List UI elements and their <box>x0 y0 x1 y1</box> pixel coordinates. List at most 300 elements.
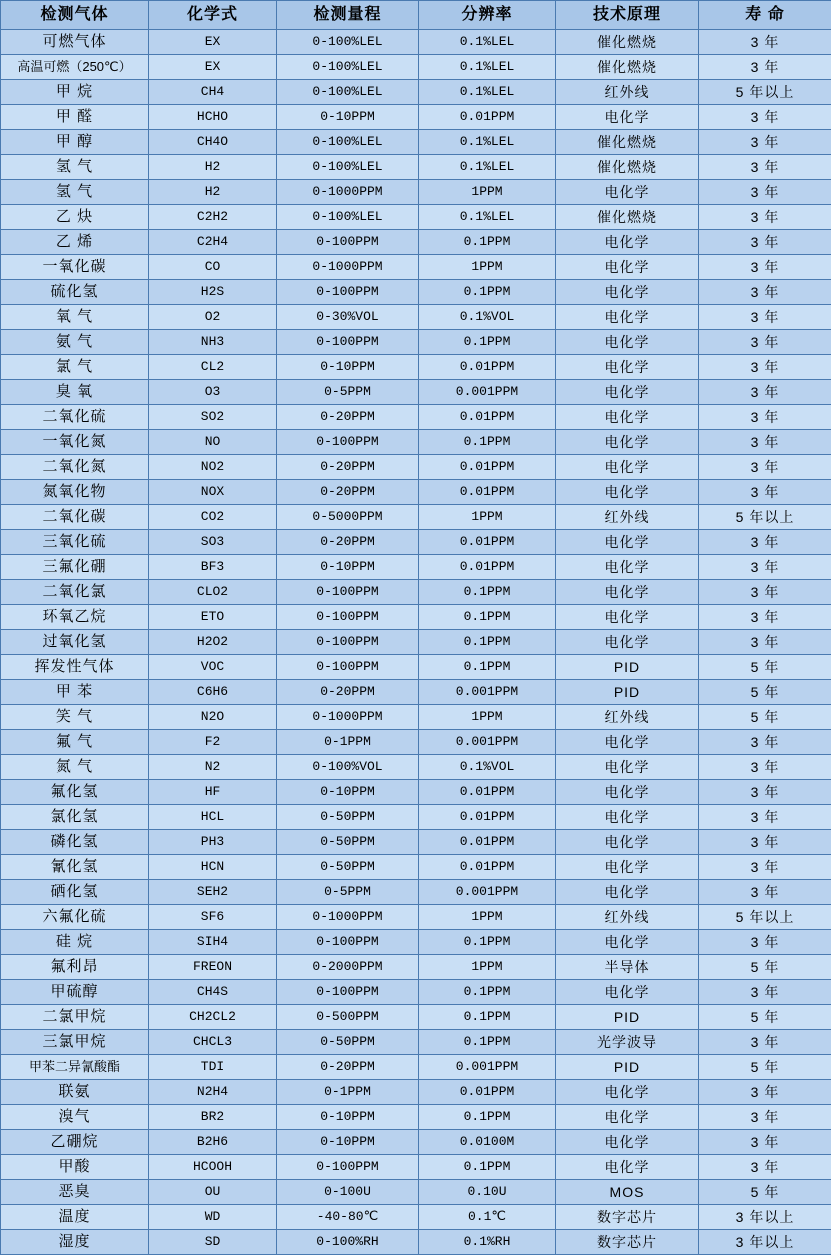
cell-range: 0-20PPM <box>277 530 419 555</box>
cell-technology: MOS <box>556 1180 699 1205</box>
cell-range: 0-10PPM <box>277 780 419 805</box>
cell-lifetime: 3 年 <box>699 180 831 205</box>
cell-range: 0-100%LEL <box>277 55 419 80</box>
cell-formula: OU <box>149 1180 277 1205</box>
cell-lifetime: 3 年 <box>699 930 831 955</box>
table-row <box>1 1055 831 1080</box>
cell-range: 0-100%LEL <box>277 205 419 230</box>
cell-gas-name: 氨 气 <box>1 330 149 355</box>
cell-gas-name: 一氧化碳 <box>1 255 149 280</box>
cell-lifetime: 3 年 <box>699 1030 831 1055</box>
cell-resolution: 0.1%LEL <box>419 130 556 155</box>
cell-formula: WD <box>149 1205 277 1230</box>
cell-formula: C2H4 <box>149 230 277 255</box>
cell-gas-name: 氢 气 <box>1 180 149 205</box>
cell-technology: 电化学 <box>556 255 699 280</box>
cell-resolution: 0.1%LEL <box>419 55 556 80</box>
cell-range: 0-100%LEL <box>277 130 419 155</box>
cell-range: 0-50PPM <box>277 855 419 880</box>
cell-gas-name: 温度 <box>1 1205 149 1230</box>
table-row <box>1 155 831 180</box>
cell-formula: CL2 <box>149 355 277 380</box>
cell-range: 0-5000PPM <box>277 505 419 530</box>
cell-formula: CH2CL2 <box>149 1005 277 1030</box>
cell-gas-name: 溴气 <box>1 1105 149 1130</box>
cell-lifetime: 3 年 <box>699 555 831 580</box>
cell-range: 0-100PPM <box>277 430 419 455</box>
cell-formula: SO3 <box>149 530 277 555</box>
cell-lifetime: 5 年 <box>699 1055 831 1080</box>
cell-formula: N2O <box>149 705 277 730</box>
cell-formula: N2H4 <box>149 1080 277 1105</box>
table-row <box>1 305 831 330</box>
cell-lifetime: 3 年 <box>699 830 831 855</box>
table-row <box>1 1005 831 1030</box>
cell-range: 0-10PPM <box>277 1105 419 1130</box>
cell-formula: CO2 <box>149 505 277 530</box>
table-row <box>1 655 831 680</box>
cell-technology: 光学波导 <box>556 1030 699 1055</box>
cell-resolution: 0.01PPM <box>419 105 556 130</box>
cell-gas-name: 乙 烯 <box>1 230 149 255</box>
cell-range: 0-100PPM <box>277 605 419 630</box>
cell-technology: 电化学 <box>556 780 699 805</box>
cell-gas-name: 恶臭 <box>1 1180 149 1205</box>
cell-formula: NO2 <box>149 455 277 480</box>
cell-resolution: 0.1%RH <box>419 1230 556 1255</box>
cell-resolution: 0.1PPM <box>419 330 556 355</box>
cell-gas-name: 二氧化氮 <box>1 455 149 480</box>
cell-gas-name: 二氧化硫 <box>1 405 149 430</box>
cell-resolution: 1PPM <box>419 255 556 280</box>
cell-range: 0-1PPM <box>277 730 419 755</box>
cell-lifetime: 3 年 <box>699 305 831 330</box>
cell-range: 0-5PPM <box>277 380 419 405</box>
cell-resolution: 0.1PPM <box>419 930 556 955</box>
cell-formula: CLO2 <box>149 580 277 605</box>
cell-range: 0-20PPM <box>277 680 419 705</box>
cell-range: 0-10PPM <box>277 555 419 580</box>
cell-resolution: 1PPM <box>419 505 556 530</box>
cell-range: 0-5PPM <box>277 880 419 905</box>
cell-formula: HCL <box>149 805 277 830</box>
cell-range: 0-100PPM <box>277 1155 419 1180</box>
table-header-row <box>1 1 831 30</box>
cell-formula: TDI <box>149 1055 277 1080</box>
cell-lifetime: 3 年 <box>699 455 831 480</box>
cell-resolution: 0.01PPM <box>419 1080 556 1105</box>
table-body <box>1 30 831 1255</box>
cell-gas-name: 硅 烷 <box>1 930 149 955</box>
cell-gas-name: 二氧化碳 <box>1 505 149 530</box>
cell-formula: VOC <box>149 655 277 680</box>
cell-lifetime: 3 年 <box>699 205 831 230</box>
cell-technology: 电化学 <box>556 405 699 430</box>
table-row <box>1 80 831 105</box>
cell-range: 0-10PPM <box>277 1130 419 1155</box>
table-row <box>1 280 831 305</box>
cell-range: 0-100U <box>277 1180 419 1205</box>
cell-lifetime: 3 年 <box>699 1105 831 1130</box>
cell-technology: 电化学 <box>556 305 699 330</box>
cell-gas-name: 氟利昂 <box>1 955 149 980</box>
table-row <box>1 1030 831 1055</box>
cell-resolution: 0.01PPM <box>419 555 556 580</box>
table-row <box>1 555 831 580</box>
cell-formula: SD <box>149 1230 277 1255</box>
cell-range: 0-500PPM <box>277 1005 419 1030</box>
cell-lifetime: 3 年 <box>699 1130 831 1155</box>
cell-formula: SF6 <box>149 905 277 930</box>
cell-formula: H2 <box>149 180 277 205</box>
cell-formula: H2S <box>149 280 277 305</box>
table-row <box>1 430 831 455</box>
table-row <box>1 755 831 780</box>
table-row <box>1 580 831 605</box>
cell-technology: 电化学 <box>556 1105 699 1130</box>
cell-resolution: 0.001PPM <box>419 680 556 705</box>
cell-lifetime: 3 年 <box>699 230 831 255</box>
cell-resolution: 1PPM <box>419 180 556 205</box>
cell-gas-name: 氢 气 <box>1 155 149 180</box>
table-row <box>1 530 831 555</box>
cell-technology: 电化学 <box>556 280 699 305</box>
cell-formula: EX <box>149 30 277 55</box>
table-row <box>1 405 831 430</box>
cell-technology: 电化学 <box>556 930 699 955</box>
cell-range: 0-100PPM <box>277 330 419 355</box>
cell-gas-name: 氰化氢 <box>1 855 149 880</box>
cell-resolution: 1PPM <box>419 705 556 730</box>
table-row <box>1 1230 831 1255</box>
column-header-range: 检测量程 <box>277 1 419 30</box>
cell-resolution: 0.01PPM <box>419 530 556 555</box>
cell-gas-name: 联氨 <box>1 1080 149 1105</box>
cell-lifetime: 3 年 <box>699 430 831 455</box>
cell-gas-name: 三氧化硫 <box>1 530 149 555</box>
cell-formula: EX <box>149 55 277 80</box>
cell-technology: 电化学 <box>556 980 699 1005</box>
cell-formula: SIH4 <box>149 930 277 955</box>
table-row <box>1 355 831 380</box>
cell-resolution: 0.1PPM <box>419 605 556 630</box>
cell-gas-name: 硫化氢 <box>1 280 149 305</box>
cell-resolution: 0.0100M <box>419 1130 556 1155</box>
cell-technology: 电化学 <box>556 580 699 605</box>
cell-gas-name: 二氧化氯 <box>1 580 149 605</box>
cell-technology: 电化学 <box>556 530 699 555</box>
cell-lifetime: 5 年 <box>699 1005 831 1030</box>
column-header-lifetime: 寿 命 <box>699 1 831 30</box>
table-header <box>1 1 831 30</box>
cell-lifetime: 3 年 <box>699 30 831 55</box>
cell-resolution: 0.10U <box>419 1180 556 1205</box>
cell-formula: SEH2 <box>149 880 277 905</box>
cell-gas-name: 二氯甲烷 <box>1 1005 149 1030</box>
cell-resolution: 0.1%LEL <box>419 205 556 230</box>
cell-formula: CH4O <box>149 130 277 155</box>
column-header-resolution: 分辨率 <box>419 1 556 30</box>
cell-gas-name: 氯化氢 <box>1 805 149 830</box>
cell-range: 0-100PPM <box>277 280 419 305</box>
cell-range: 0-20PPM <box>277 455 419 480</box>
cell-range: 0-100PPM <box>277 230 419 255</box>
cell-range: 0-100%VOL <box>277 755 419 780</box>
table-row <box>1 880 831 905</box>
cell-technology: 电化学 <box>556 755 699 780</box>
cell-technology: 催化燃烧 <box>556 55 699 80</box>
cell-range: 0-100PPM <box>277 655 419 680</box>
cell-gas-name: 挥发性气体 <box>1 655 149 680</box>
cell-resolution: 0.1PPM <box>419 230 556 255</box>
cell-range: 0-30%VOL <box>277 305 419 330</box>
cell-resolution: 0.01PPM <box>419 830 556 855</box>
cell-formula: SO2 <box>149 405 277 430</box>
cell-resolution: 0.1%LEL <box>419 30 556 55</box>
cell-technology: 电化学 <box>556 1080 699 1105</box>
cell-resolution: 0.1PPM <box>419 580 556 605</box>
cell-technology: 电化学 <box>556 830 699 855</box>
table-row <box>1 605 831 630</box>
table-row <box>1 980 831 1005</box>
cell-technology: 电化学 <box>556 730 699 755</box>
cell-lifetime: 3 年 <box>699 280 831 305</box>
cell-technology: 电化学 <box>556 1130 699 1155</box>
cell-resolution: 0.1PPM <box>419 1030 556 1055</box>
table-row <box>1 905 831 930</box>
cell-technology: 催化燃烧 <box>556 130 699 155</box>
cell-technology: PID <box>556 1055 699 1080</box>
cell-gas-name: 一氧化氮 <box>1 430 149 455</box>
cell-technology: 数字芯片 <box>556 1230 699 1255</box>
cell-lifetime: 3 年 <box>699 730 831 755</box>
cell-technology: 电化学 <box>556 880 699 905</box>
cell-range: 0-100PPM <box>277 930 419 955</box>
table-row <box>1 205 831 230</box>
cell-resolution: 0.1PPM <box>419 1105 556 1130</box>
cell-lifetime: 3 年 <box>699 255 831 280</box>
cell-range: 0-1000PPM <box>277 905 419 930</box>
cell-technology: 电化学 <box>556 605 699 630</box>
table-row <box>1 1105 831 1130</box>
cell-range: 0-1000PPM <box>277 180 419 205</box>
table-row <box>1 455 831 480</box>
cell-resolution: 0.1PPM <box>419 630 556 655</box>
cell-range: 0-50PPM <box>277 830 419 855</box>
cell-formula: B2H6 <box>149 1130 277 1155</box>
table-row <box>1 930 831 955</box>
table-row <box>1 780 831 805</box>
cell-technology: PID <box>556 655 699 680</box>
cell-range: 0-10PPM <box>277 105 419 130</box>
cell-resolution: 0.1℃ <box>419 1205 556 1230</box>
cell-resolution: 0.1PPM <box>419 655 556 680</box>
cell-formula: F2 <box>149 730 277 755</box>
cell-resolution: 0.01PPM <box>419 780 556 805</box>
cell-range: 0-100PPM <box>277 980 419 1005</box>
cell-lifetime: 5 年 <box>699 705 831 730</box>
table-row <box>1 1205 831 1230</box>
cell-formula: ETO <box>149 605 277 630</box>
cell-technology: 电化学 <box>556 480 699 505</box>
cell-lifetime: 3 年以上 <box>699 1205 831 1230</box>
cell-resolution: 0.001PPM <box>419 880 556 905</box>
cell-resolution: 1PPM <box>419 905 556 930</box>
cell-formula: CH4 <box>149 80 277 105</box>
cell-lifetime: 5 年以上 <box>699 80 831 105</box>
cell-technology: 红外线 <box>556 905 699 930</box>
cell-technology: 电化学 <box>556 1155 699 1180</box>
cell-technology: 红外线 <box>556 505 699 530</box>
cell-technology: 电化学 <box>556 355 699 380</box>
cell-lifetime: 3 年 <box>699 580 831 605</box>
cell-formula: CHCL3 <box>149 1030 277 1055</box>
table-row <box>1 30 831 55</box>
cell-technology: 催化燃烧 <box>556 205 699 230</box>
table-row <box>1 1080 831 1105</box>
table-row <box>1 680 831 705</box>
cell-resolution: 0.01PPM <box>419 405 556 430</box>
cell-range: 0-50PPM <box>277 805 419 830</box>
cell-gas-name: 湿度 <box>1 1230 149 1255</box>
cell-formula: BF3 <box>149 555 277 580</box>
cell-formula: CH4S <box>149 980 277 1005</box>
cell-resolution: 0.1PPM <box>419 1155 556 1180</box>
cell-formula: C6H6 <box>149 680 277 705</box>
cell-range: 0-50PPM <box>277 1030 419 1055</box>
cell-formula: CO <box>149 255 277 280</box>
cell-lifetime: 3 年 <box>699 155 831 180</box>
cell-gas-name: 过氧化氢 <box>1 630 149 655</box>
cell-lifetime: 3 年 <box>699 880 831 905</box>
table-row <box>1 630 831 655</box>
cell-gas-name: 甲 醛 <box>1 105 149 130</box>
column-header-technology: 技术原理 <box>556 1 699 30</box>
cell-gas-name: 高温可燃（250℃） <box>1 55 149 80</box>
cell-lifetime: 3 年 <box>699 480 831 505</box>
cell-resolution: 0.1%VOL <box>419 305 556 330</box>
cell-range: 0-20PPM <box>277 405 419 430</box>
cell-lifetime: 3 年 <box>699 55 831 80</box>
table-row <box>1 830 831 855</box>
cell-gas-name: 笑 气 <box>1 705 149 730</box>
cell-gas-name: 甲苯二异氰酸酯 <box>1 1055 149 1080</box>
column-header-formula: 化学式 <box>149 1 277 30</box>
cell-formula: O2 <box>149 305 277 330</box>
cell-lifetime: 3 年 <box>699 805 831 830</box>
cell-range: 0-20PPM <box>277 1055 419 1080</box>
cell-lifetime: 3 年 <box>699 355 831 380</box>
table-row <box>1 380 831 405</box>
cell-gas-name: 可燃气体 <box>1 30 149 55</box>
cell-range: 0-100%LEL <box>277 30 419 55</box>
table-row <box>1 480 831 505</box>
cell-resolution: 0.1%LEL <box>419 80 556 105</box>
cell-gas-name: 硒化氢 <box>1 880 149 905</box>
table-row <box>1 955 831 980</box>
table-row <box>1 805 831 830</box>
cell-gas-name: 甲硫醇 <box>1 980 149 1005</box>
cell-formula: N2 <box>149 755 277 780</box>
cell-lifetime: 3 年 <box>699 130 831 155</box>
cell-technology: 红外线 <box>556 80 699 105</box>
cell-gas-name: 氟 气 <box>1 730 149 755</box>
table-row <box>1 55 831 80</box>
cell-technology: 催化燃烧 <box>556 155 699 180</box>
cell-range: 0-100%LEL <box>277 155 419 180</box>
table-row <box>1 1155 831 1180</box>
cell-resolution: 0.001PPM <box>419 730 556 755</box>
cell-range: 0-100%RH <box>277 1230 419 1255</box>
cell-lifetime: 3 年 <box>699 380 831 405</box>
cell-lifetime: 5 年 <box>699 680 831 705</box>
cell-lifetime: 3 年 <box>699 1155 831 1180</box>
cell-lifetime: 5 年 <box>699 1180 831 1205</box>
cell-range: 0-100PPM <box>277 630 419 655</box>
cell-lifetime: 3 年以上 <box>699 1230 831 1255</box>
cell-lifetime: 3 年 <box>699 980 831 1005</box>
cell-gas-name: 氧 气 <box>1 305 149 330</box>
cell-resolution: 0.1PPM <box>419 1005 556 1030</box>
cell-lifetime: 3 年 <box>699 630 831 655</box>
cell-formula: HCHO <box>149 105 277 130</box>
cell-range: 0-20PPM <box>277 480 419 505</box>
cell-resolution: 0.001PPM <box>419 380 556 405</box>
cell-lifetime: 5 年 <box>699 655 831 680</box>
cell-lifetime: 3 年 <box>699 330 831 355</box>
cell-lifetime: 3 年 <box>699 855 831 880</box>
cell-technology: 电化学 <box>556 380 699 405</box>
cell-formula: HCN <box>149 855 277 880</box>
cell-resolution: 0.01PPM <box>419 855 556 880</box>
cell-formula: HCOOH <box>149 1155 277 1180</box>
cell-range: 0-100%LEL <box>277 80 419 105</box>
cell-technology: 电化学 <box>556 180 699 205</box>
cell-lifetime: 5 年以上 <box>699 505 831 530</box>
cell-gas-name: 氟化氢 <box>1 780 149 805</box>
cell-lifetime: 5 年 <box>699 955 831 980</box>
table-row <box>1 130 831 155</box>
table-row <box>1 180 831 205</box>
table-row <box>1 855 831 880</box>
cell-resolution: 0.01PPM <box>419 480 556 505</box>
cell-resolution: 0.01PPM <box>419 805 556 830</box>
cell-technology: 红外线 <box>556 705 699 730</box>
cell-technology: 电化学 <box>556 455 699 480</box>
cell-technology: 电化学 <box>556 805 699 830</box>
cell-formula: H2 <box>149 155 277 180</box>
cell-formula: BR2 <box>149 1105 277 1130</box>
cell-resolution: 1PPM <box>419 955 556 980</box>
cell-range: 0-2000PPM <box>277 955 419 980</box>
cell-technology: 半导体 <box>556 955 699 980</box>
cell-technology: 电化学 <box>556 230 699 255</box>
column-header-gas-name: 检测气体 <box>1 1 149 30</box>
cell-range: 0-1PPM <box>277 1080 419 1105</box>
cell-technology: 电化学 <box>556 855 699 880</box>
table-row <box>1 1130 831 1155</box>
cell-technology: PID <box>556 680 699 705</box>
cell-resolution: 0.1PPM <box>419 980 556 1005</box>
cell-formula: NH3 <box>149 330 277 355</box>
cell-lifetime: 5 年以上 <box>699 905 831 930</box>
cell-gas-name: 六氟化硫 <box>1 905 149 930</box>
cell-technology: 电化学 <box>556 430 699 455</box>
cell-gas-name: 氮氧化物 <box>1 480 149 505</box>
table-row <box>1 505 831 530</box>
cell-resolution: 0.1PPM <box>419 430 556 455</box>
cell-gas-name: 氮 气 <box>1 755 149 780</box>
